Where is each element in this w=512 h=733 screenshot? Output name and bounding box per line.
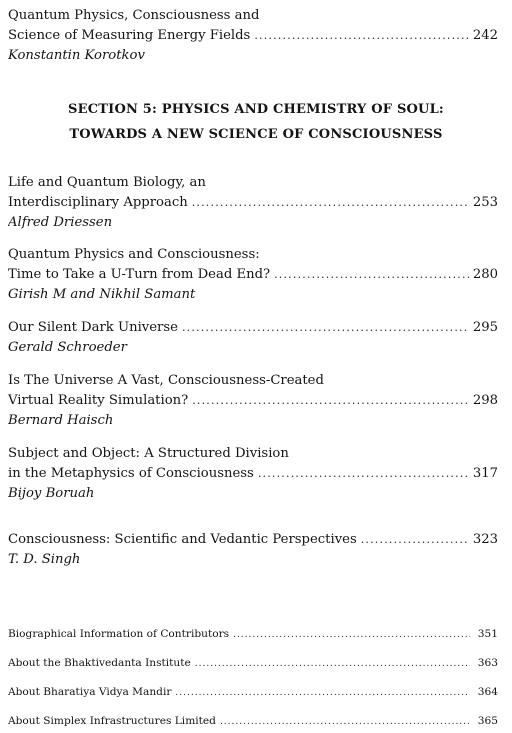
dot-leader [361, 530, 469, 550]
entry-title-line: Life and Quantum Biology, an [8, 175, 206, 190]
back-matter-item [8, 626, 498, 643]
entry-title-line: Subject and Object: A Structured Division [8, 446, 289, 461]
toc-entry-korotkov [8, 6, 498, 66]
entry-title-leader-line [8, 530, 498, 550]
back-matter-title: Biographical Information of Contributors [8, 628, 230, 640]
entry-author: Konstantin Korotkov [8, 48, 145, 63]
entry-author: Bijoy Boruah [8, 486, 95, 501]
dot-leader [182, 318, 469, 338]
back-matter-title: About Bharatiya Vidya Mandir [8, 686, 172, 698]
entry-title-leader-line [8, 265, 498, 285]
entry-author: Girish M and Nikhil Samant [8, 287, 196, 302]
entry-title-line: in the Metaphysics of Consciousness [8, 466, 254, 481]
page-number: 363 [477, 657, 498, 669]
entry-title-line: Is The Universe A Vast, Consciousness-Created [8, 373, 324, 388]
page-number: 280 [472, 267, 498, 282]
toc-entry-schroeder [8, 318, 498, 358]
back-matter-item [8, 684, 498, 701]
entry-title-leader-line [8, 464, 498, 484]
dot-leader [254, 26, 469, 46]
entry-author: Bernard Haisch [8, 413, 114, 428]
page-number: 365 [477, 715, 498, 727]
entry-title-leader-line [8, 391, 498, 411]
dot-leader [192, 391, 469, 411]
entry-title-line: Quantum Physics, Consciousness and [8, 8, 260, 23]
toc-entry-boruah [8, 444, 498, 504]
page-number: 242 [472, 28, 498, 43]
dot-leader [195, 656, 470, 672]
toc-entry-driessen [8, 173, 498, 233]
entry-author: Gerald Schroeder [8, 340, 127, 355]
entry-title-line: Quantum Physics and Consciousness: [8, 247, 260, 262]
entry-title-line: Interdisciplinary Approach [8, 195, 188, 210]
section-heading [0, 97, 512, 147]
entry-title-line: Consciousness: Scientific and Vedantic Perspectives [8, 532, 357, 547]
section-heading-line: TOWARDS A NEW SCIENCE OF CONSCIOUSNESS [69, 127, 443, 142]
dot-leader [220, 714, 470, 730]
dot-leader [233, 627, 470, 643]
back-matter-item [8, 655, 498, 672]
entry-title-leader-line [8, 26, 498, 46]
toc-entry-singh [8, 530, 498, 570]
entry-title-line: Our Silent Dark Universe [8, 320, 178, 335]
back-matter-title: About the Bhaktivedanta Institute [8, 657, 191, 669]
dot-leader [192, 193, 469, 213]
entry-author: T. D. Singh [8, 552, 81, 567]
entry-title-line: Virtual Reality Simulation? [8, 393, 189, 408]
entry-author: Alfred Driessen [8, 215, 113, 230]
entry-title-line: Time to Take a U-Turn from Dead End? [8, 267, 271, 282]
entry-title-line: Science of Measuring Energy Fields [8, 28, 251, 43]
page-number: 317 [472, 466, 498, 481]
section-heading-line: SECTION 5: PHYSICS AND CHEMISTRY OF SOUL: [68, 102, 444, 117]
toc-entry-girish-samant [8, 245, 498, 305]
entry-title-leader-line [8, 193, 498, 213]
back-matter-item [8, 713, 498, 730]
page-number: 298 [472, 393, 498, 408]
dot-leader [258, 464, 469, 484]
dot-leader [175, 685, 470, 701]
entry-title-leader-line [8, 318, 498, 338]
page-number: 295 [472, 320, 498, 335]
toc-entry-haisch [8, 371, 498, 431]
page-number: 364 [477, 686, 498, 698]
dot-leader [274, 265, 469, 285]
page-number: 351 [477, 628, 498, 640]
back-matter-title: About Simplex Infrastructures Limited [8, 715, 216, 727]
page-number: 253 [472, 195, 498, 210]
page-number: 323 [472, 532, 498, 547]
